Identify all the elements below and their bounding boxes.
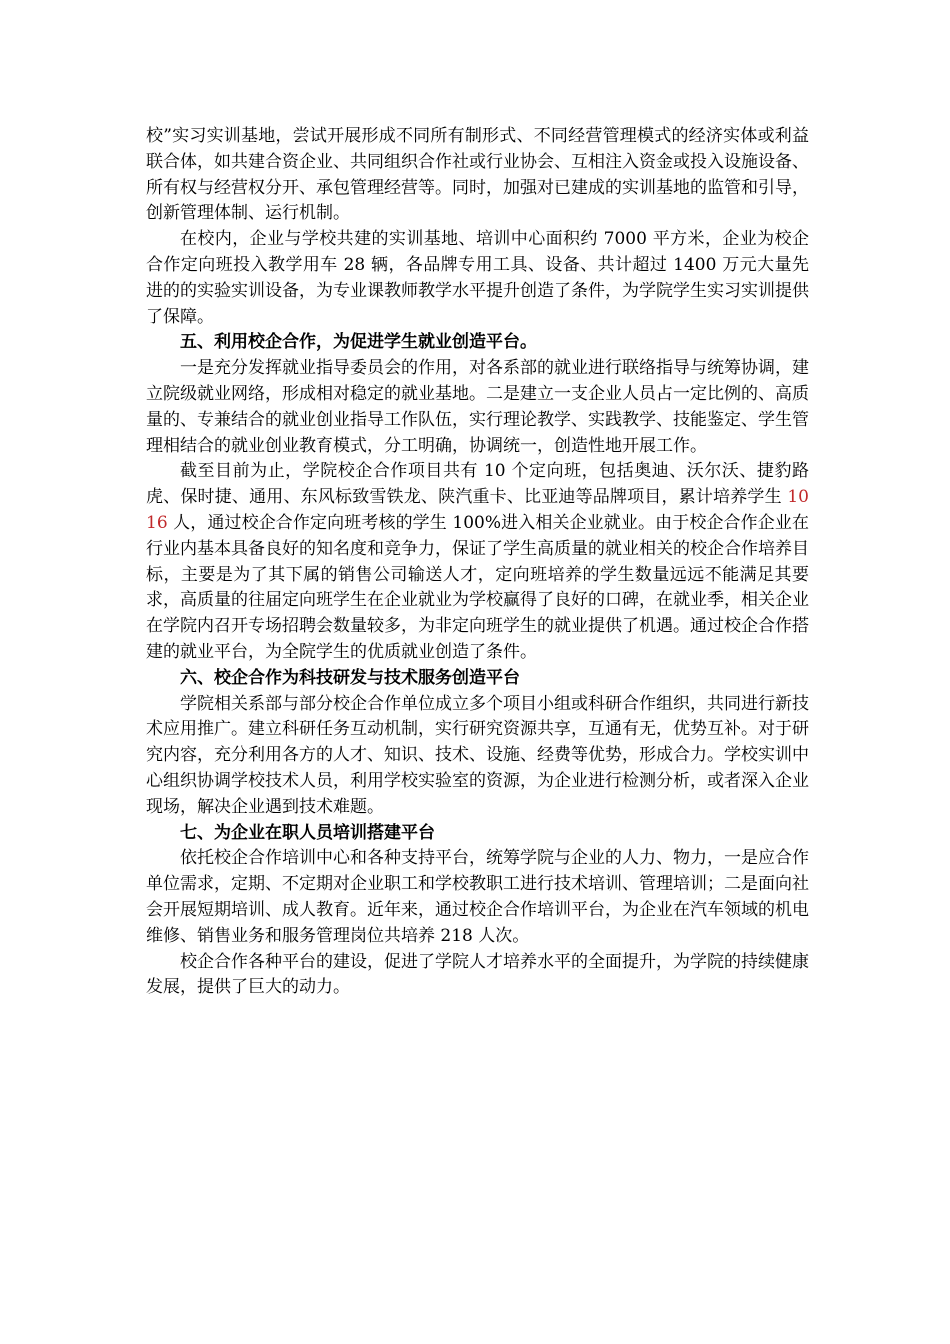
paragraph-conclusion: 校企合作各种平台的建设，促进了学院人才培养水平的全面提升，为学院的持续健康发展，提供了巨大的动力。: [146, 951, 809, 998]
paragraph-on-campus-base: 在校内，企业与学校共建的实训基地、培训中心面积约 7000 平方米，企业为校企合作定向班投入教学用车 28 辆，各品牌专用工具、设备、共计超过 1400 万元大量先进的的实验实训设备，为专业课教师教学水平提升创造了条件，为学院学生实习实训提供了保障。: [146, 229, 809, 327]
section-heading-6: 六、校企合作为科技研发与技术服务创造平台: [180, 667, 520, 688]
section-heading-7: 七、为企业在职人员培训搭建平台: [180, 822, 435, 843]
paragraph-research-cooperation: 学院相关系部与部分校企合作单位成立多个项目小组或科研合作组织，共同进行新技术应用推广。建立科研任务互动机制，实行研究资源共享，互通有无，优势互补。对于研究内容，充分利用各方的人才、知识、技术、设施、经费等优势，形成合力。学校实训中心组织协调学校技术人员，利用学校实验室的资源，为企业进行检测分析，或者深入企业现场，解决企业遇到技术难题。: [146, 693, 809, 817]
paragraph-staff-training: 依托校企合作培训中心和各种支持平台，统筹学院与企业的人力、物力，一是应合作单位需求，定期、不定期对企业职工和学校教职工进行技术培训、管理培训；二是面向社会开展短期培训、成人教育。近年来，通过校企合作培训平台，为企业在汽车领域的机电维修、销售业务和服务管理岗位共培养 218 人次。: [146, 848, 809, 946]
oriented-classes-text-a: 截至目前为止，学院校企合作项目共有 10 个定向班，包括奥迪、沃尔沃、捷豹路虎、保时捷、通用、东风标致雪铁龙、陕汽重卡、比亚迪等品牌项目，累计培养学生: [146, 461, 809, 508]
oriented-classes-text-b: 人，通过校企合作定向班考核的学生 100%进入相关企业就业。由于校企合作企业在行业内基本具备良好的知名度和竞争力，保证了学生高质量的就业相关的校企合作培养目标，主要是为了其下属的销售公司输送人才，定向班培养的学生数量远远不能满足其要求，高质量的往届定向班学生在企业就业为学校赢得了良好的口碑，在就业季，相关企业在学院内召开专场招聘会数量较多，为非定向班学生的就业提供了机遇。通过校企合作搭建的就业平台，为全院学生的优质就业创造了条件。: [146, 512, 809, 662]
section-heading-5: 五、利用校企合作，为促进学生就业创造平台。: [180, 332, 537, 353]
paragraph-oriented-classes: [146, 459, 809, 665]
document-body: [146, 124, 809, 1001]
highlight-student-count: 1016: [146, 487, 809, 533]
paragraph-training-base-continuation: 校”实习实训基地，尝试开展形成不同所有制形式、不同经营管理模式的经济实体或利益联合体，如共建合资企业、共同组织合作社或行业协会、互相注入资金或投入设施设备、所有权与经营权分开、承包管理经营等。同时，加强对已建成的实训基地的监管和引导，创新管理体制、运行机制。: [146, 126, 809, 224]
paragraph-employment-guidance: 一是充分发挥就业指导委员会的作用，对各系部的就业进行联络指导与统筹协调，建立院级就业网络，形成相对稳定的就业基地。二是建立一支企业人员占一定比例的、高质量的、专兼结合的就业创业指导工作队伍，实行理论教学、实践教学、技能鉴定、学生管理相结合的就业创业教育模式，分工明确，协调统一，创造性地开展工作。: [146, 358, 809, 456]
